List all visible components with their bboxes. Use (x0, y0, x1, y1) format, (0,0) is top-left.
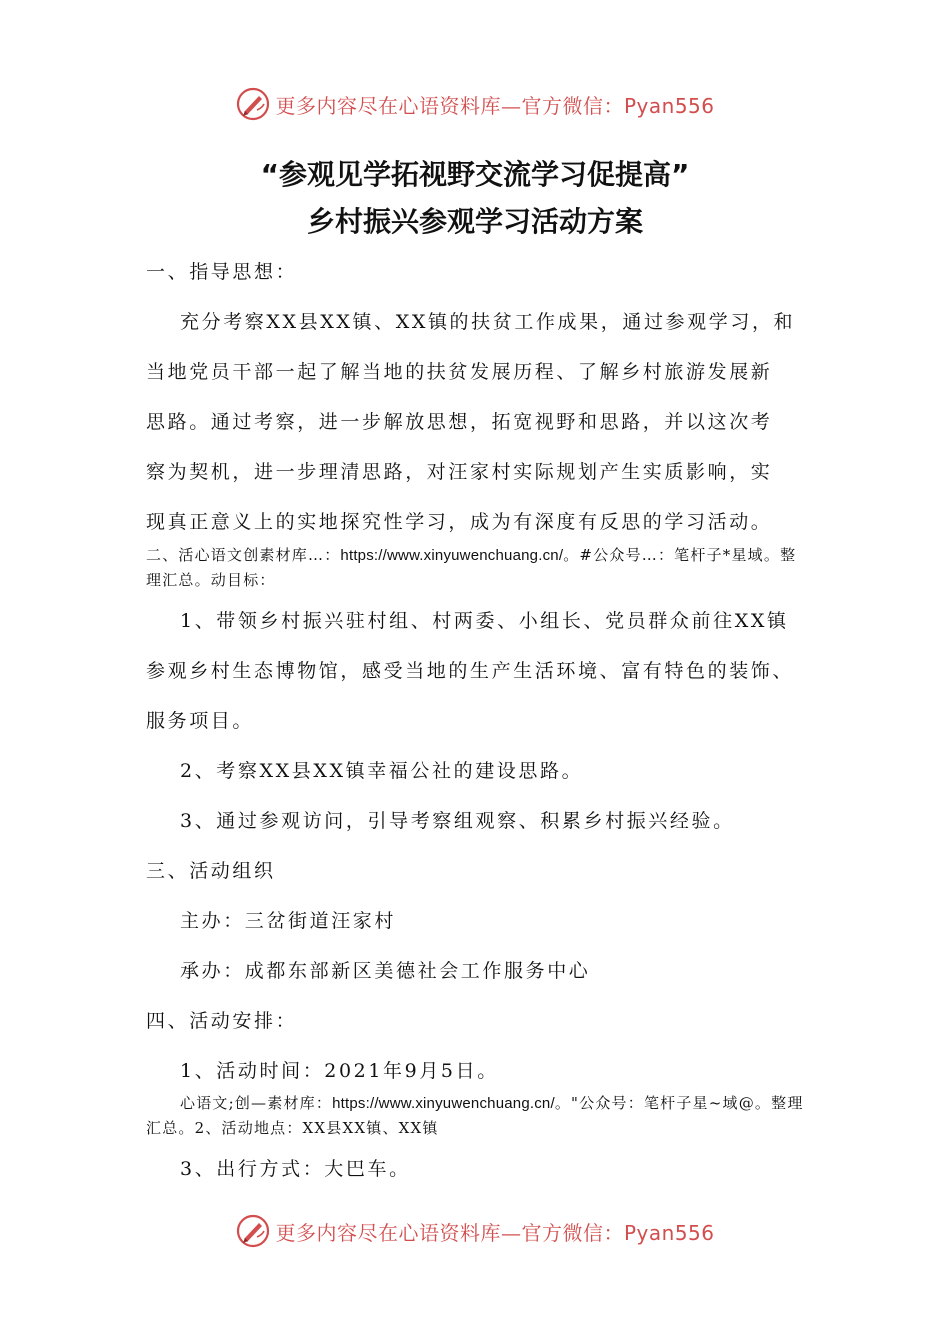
host-line: 主办：三岔街道汪家村 (180, 910, 397, 932)
section-heading-guiding-ideology: 一、指导思想： (146, 261, 298, 283)
watermark-note-location (146, 1091, 810, 1140)
note-text: 二、活心语文创素材库…： (146, 546, 341, 564)
watermark-note (146, 543, 810, 592)
note-text: 心语文;创—素材库： (180, 1094, 333, 1112)
transport-line: 3、出行方式：大巴车。 (180, 1158, 411, 1180)
goal-item: 3、通过参观访问，引导考察组观察、积累乡村振兴经验。 (180, 810, 735, 832)
watermark-text (275, 1217, 714, 1246)
watermark-wechat-id: Pyan556 (623, 93, 715, 118)
note-url: https://www.xinyuwenchuang.cn/ (332, 1095, 555, 1112)
paragraph-line: 当地党员干部一起了解当地的扶贫发展历程、了解乡村旅游发展新 (146, 361, 773, 383)
paragraph-line: 思路。通过考察，进一步解放思想，拓宽视野和思路，并以这次考 (146, 411, 773, 433)
watermark-text-cn: 更多内容尽在心语资料库—官方微信： (275, 1220, 624, 1245)
header-watermark (0, 82, 950, 126)
goal-item: 1、带领乡村振兴驻村组、村两委、小组长、党员群众前往XX镇 (180, 610, 789, 632)
paragraph-line: 现真正意义上的实地探究性学习，成为有深度有反思的学习活动。 (146, 511, 773, 533)
document-title-line-2: 乡村振兴参观学习活动方案 (306, 205, 643, 238)
watermark-wechat-id: Pyan556 (623, 1220, 715, 1245)
activity-time: 1、活动时间：2021年9月5日。 (180, 1060, 499, 1082)
paragraph-line: 察为契机，进一步理清思路，对汪家村实际规划产生实质影响，实 (146, 461, 773, 483)
note-url: https://www.xinyuwenchuang.cn/ (340, 547, 564, 564)
organizer-line: 承办：成都东部新区美德社会工作服务中心 (180, 960, 591, 982)
goal-item: 服务项目。 (146, 710, 255, 732)
watermark-text (275, 90, 714, 119)
section-heading-arrangement: 四、活动安排： (146, 1010, 298, 1032)
pen-logo-icon (235, 1213, 271, 1249)
note-text: 。#公众号…：笔杆子*星域。整理汇总。动目标： (146, 546, 797, 589)
document-title-line-1: “参观见学拓视野交流学习促提高” (260, 158, 690, 191)
paragraph-line: 充分考察XX县XX镇、XX镇的扶贫工作成果，通过参观学习，和 (180, 311, 796, 333)
section-heading-organization: 三、活动组织 (146, 860, 276, 882)
footer-watermark (0, 1209, 950, 1253)
watermark-text-cn: 更多内容尽在心语资料库—官方微信： (275, 93, 624, 118)
goal-item: 参观乡村生态博物馆，感受当地的生产生活环境、富有特色的装饰、 (146, 660, 795, 682)
pen-logo-icon (235, 86, 271, 122)
goal-item: 2、考察XX县XX镇幸福公社的建设思路。 (180, 760, 584, 782)
note-text: 。"公众号：笔杆子星~域@。整理汇总。2、活动地点：XX县XX镇、XX镇 (146, 1094, 804, 1137)
